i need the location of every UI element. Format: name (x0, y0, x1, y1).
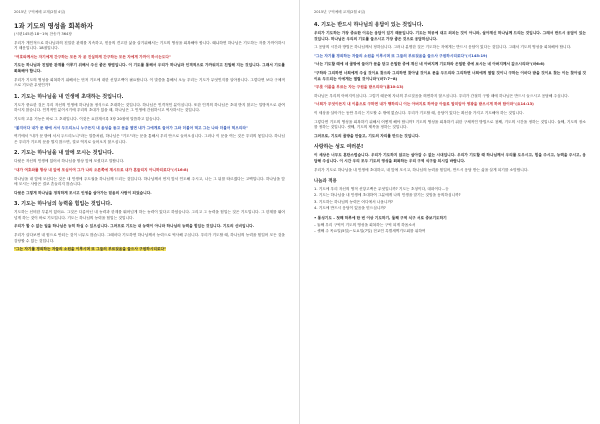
scripture-quote: "여호와께서는 자기에게 간구하는 모든 자 곧 진실하게 간구하는 모든 자에게 가까이 하시는도다" (14, 54, 171, 59)
conclusion-paragraph: 그러므로, 기도의 골방을 만들고, 기도의 자리를 만드는 것입니다. (314, 133, 420, 138)
section-paragraph: 기도가 중요한 것은 우리 자신의 인생에 하나님을 정식으로 초대하는 것입니다. 하나님은 인격적인 분이십니다. 또한 인격의 하나님은 초대 받지 않고는 일방적으로 관여하시지 않습니다. 인격적인 분이시기에 우리의 초대가 있을 때, 하나님은 그 인생에 간섭하시고 역사하시는 것입니다. (14, 102, 285, 113)
right-page (300, 0, 600, 424)
prayer-item: – 둘째 우리 구역이 기도의 영성을 회복하는 구역 되게 하옵소서 (314, 222, 416, 227)
intro-paragraph: 우리가 기도의 영성을 회복하기 위해서는 먼저 기도에 대한 신앙고백이 필요합니다. 이 말씀을 통해서 오늘 우리는 기도가 무엇인지를 알아봅니다. 그렇다면 보다 구체적으로 기도란 무엇인가? (14, 77, 285, 88)
section-paragraph: 다윗은 그렇게 하나님을 정직하게 모시고 인생을 살아가는 믿음의 사람이 되었습니다. (14, 190, 152, 195)
section-title: 2. 기도는 하나님을 내 앞에 모시는 것입니다. (14, 150, 114, 157)
prayer-list (314, 216, 586, 235)
section-paragraph: 하나님을 내 앞에 모신다는 것은 내 인생에 주도권을 하나님께 드리는 것입니다. 하나님께서 먼저 앞서 인도해 주시고, 나는 그 뒤를 따르겠다는 고백입니다. 하나님을 앞에 모시는 사람은 결코 흔들리지 않습니다. (14, 176, 285, 187)
section-paragraph: 우리가 기도하는 가장 중요한 이유는 응답이 있기 때문입니다. 기도는 허공에 대고 외치는 것이 아니라, 살아계신 하나님께 드리는 것입니다. 그래서 반드시 응답이 있는 것입니다. 하나님은 우리의 기도를 들으시고 가장 좋은 것으로 응답하십니다. (314, 31, 586, 41)
section-paragraph: 이 세상을 살아가는 동안 우리는 기도할 수 밖에 없습니다. 우리가 기도할 때, 응답이 있다는 확신을 가지고 기도해야 하는 것입니다. (314, 110, 524, 115)
running-head: 2015년 구역예배 교재(2월 4일) (314, 10, 366, 14)
intro-paragraph: 우리가 개인적으로 하나님과의 친밀한 관계를 지속하고, 믿음의 견고한 삶을 살기위해서는 기도의 영성을 회복해야 합니다. 왜냐하면 하나님은 기도하는 자를 가까이하시기 때문입니다. 18절입니다. (14, 40, 285, 51)
apply-title: 나눔과 적용 (314, 179, 337, 185)
lesson-title: 1과 기도의 영성을 회복하자 (14, 22, 94, 30)
prayer-item: • 통성기도 – 첫째 하루에 한 번 이상 기도하기, 둘째 구역 식구 서로 중보기도하기 (314, 216, 447, 221)
conclusion-paragraph: 그렇다면 기도의 영성을 회복하기 위해서 어떻게 해야 합니까? 기도의 영성을 회복하기 위한 구체적인 방법으로 첫째, 기도의 시간을 정하는 것입니다. 둘째, 기도의 장소를 정하는 것입니다. 셋째, 기도의 제목을 정하는 것입니다. (314, 119, 586, 130)
sharing-paragraph: 이 세상은 너무도 혼란스럽습니다. 우리가 기도하지 않고는 살아갈 수 없는 시대입니다. 우리가 기도할 때 하나님께서 우리를 도우시고, 힘을 주시고, 능력을 주시고, 응답해 주십니다. 이 시간 우리 모두 기도의 영성을 회복하는 우리 구역 식구들 되시길 바랍니다. (314, 153, 586, 163)
scripture-quote: "그는 자기를 경외하는 자들의 소원을 이루시며 또 그들의 부르짖음을 들으사 구원하시리로다" (14, 247, 167, 252)
apply-item: 4. 기도에 반드시 응답이 있음을 믿으십니까? (314, 206, 386, 211)
section-paragraph: 기도의 고유 기능은 바로 그 초대입니다. 이것은 요한계시록 3장 20절에 말씀하고 있습니다. (14, 116, 161, 121)
lesson-reference: (시편145편:18~19) 찬송가 364장 (14, 32, 72, 36)
scripture-quote: "구하라 그리하면 너희에게 주실 것이요 찾으라 그리하면 찾아낼 것이요 문을 두드리라 그리하면 너희에게 열릴 것이니 구하는 이마다 받을 것이요 찾는 이는 찾아낼 것이요 두드리는 이에게는 열릴 것이니라"(마7:7~8) (314, 70, 586, 81)
section-paragraph: 우리가 할 수 없는 일을 하나님은 능히 하실 수 있으십니다. 그러므로 기도는 내 능력이 아니라 하나님의 능력을 힘입는 것입니다. 기도의 신비입니다. (14, 224, 255, 229)
section-title: 1. 기도는 하나님을 내 인생에 초대하는 것입니다. (14, 93, 124, 100)
section-paragraph: 다윗은 자신의 인생에 있어서 하나님을 항상 앞에 모셨다고 말합니다. (14, 159, 125, 164)
section-paragraph: 여기에서 "내가 문 밖에 서서 두드리노니"라는 말씀처럼, 하나님은 "기도"라는 문을 통해서 우리 안으로 들어오십니다. 그러나 이 문을 여는 것은 우리의 몫입니다. 하나님은 우리가 기도의 문을 열지 않으면, 결코 억지로 들어오지 않으십니다. (14, 134, 285, 144)
section-title: 4. 기도는 반드시 하나님의 응답이 있는 것입니다. (314, 22, 424, 28)
section-paragraph: 기도하는 신비한 부분이 있어요. 그것은 다름아닌 내 능력과 한계를 뛰어넘게 하는 능력이 있다고 하셨습니다. 그리고 그 능력을 힘입는 것은 기도입니다. 그 한계를 뛰어넘게 하는 것이 바로 기도입니다. 기도는 하나님의 능력을 힘입는 것입니다. (14, 210, 285, 220)
apply-list (314, 187, 586, 212)
scripture-quote: "너는 기도할 때에 네 골방에 들어가 문을 닫고 은밀한 중에 계신 네 아버지께 기도하라 은밀한 중에 보시는 네 아버지께서 갚으시리라"(마6:6) (314, 62, 545, 67)
sharing-paragraph: 우리가 기도로 하나님을 내 인생에 초대하고, 내 앞에 모시고, 하나님의 능력을 힘입어, 반드시 응답 받는 삶을 살게 되기를 소망합니다. (314, 167, 529, 172)
scripture-quote: "너희가 무엇이든지 내 이름으로 구하면 내가 행하리니 이는 아버지로 하여금 아들로 말미암아 영광을 받으시게 하려 함이라"(요14:13) (314, 102, 534, 107)
running-head: 2015년 구역예배 교재(2월 4일) (14, 10, 66, 14)
scripture-quote: "내가 여호와를 항상 내 앞에 모심이여 그가 나의 오른쪽에 계시므로 내가 흔들리지 아니하리로다"(시16:8) (14, 167, 189, 172)
scripture-quote: "무릇 이름을 부르는 자는 구원을 받으리라"(롬10:13) (314, 85, 404, 90)
prayer-item: – 셋째 주 목요일(5일)~토요일(7일) 전교인 특별새벽기도회를 위하여 (314, 229, 426, 234)
intro-paragraph: 기도는 하나님과 친밀한 관계를 이루기 위해서 주신 좋은 방법입니다. 이 기도를 통해서 우리가 하나님과 인격적으로 가까워지고 친밀해 지는 것입니다. 그래서 기도를 회복해야 합니다. (14, 63, 285, 73)
section-title: 3. 기도는 하나님의 능력을 힘입는 것입니다. (14, 201, 113, 208)
apply-item: 1. 기도에 우리 자신의 영적 신앙고백은 무엇입니까? 기도는 초청이다, 대화이다...등 (314, 186, 449, 191)
scripture-quote: "그는 자기를 경외하는 자들의 소원을 이루시며 또 그들의 부르짖음을 들으사 구원하시리로다"(시145:19) (314, 53, 488, 58)
apply-item: 2. 기도는 하나님을 내 인생에 초대하여 그분에게 나의 인생을 맡기는 것임을 동의하십니까? (314, 193, 461, 198)
scripture-quote: "볼지어다 내가 문 밖에 서서 두드리노니 누구든지 내 음성을 듣고 문을 열면 내가 그에게로 들어가 그와 더불어 먹고 그는 나와 더불어 먹으리라" (14, 125, 248, 130)
sharing-title: 사랑하는 성도 여러분! (314, 144, 364, 151)
section-paragraph: 그 응답의 시간과 방법은 하나님께서 정하십니다. 그러나 분명한 것은 기도하는 자에게는 반드시 응답이 있다는 것입니다. 그래서 기도의 영성을 회복해야 합니다. (314, 45, 572, 50)
section-paragraph: 하나님은 우리의 아버지이십니다. 그렇기 때문에 자녀의 부르짖음을 외면하지 않으십니다. 우리가 간절히 구할 때에 하나님은 반드시 들으시고 응답해 주십니다. (314, 93, 569, 98)
apply-item: 3. 기도하는 하나님의 능력은 어디에서 나옵니까? (314, 199, 394, 204)
section-paragraph: 우리가 살다보면 내 힘으로 안되는 것이 너무도 많습니다. 그때마다 기도하면 하나님께서 능력으로 역사해 주십니다. 우리가 기도할 때, 하나님의 능력을 힘입어 모든 것을 감당할 수 있는 것입니다. (14, 233, 285, 243)
